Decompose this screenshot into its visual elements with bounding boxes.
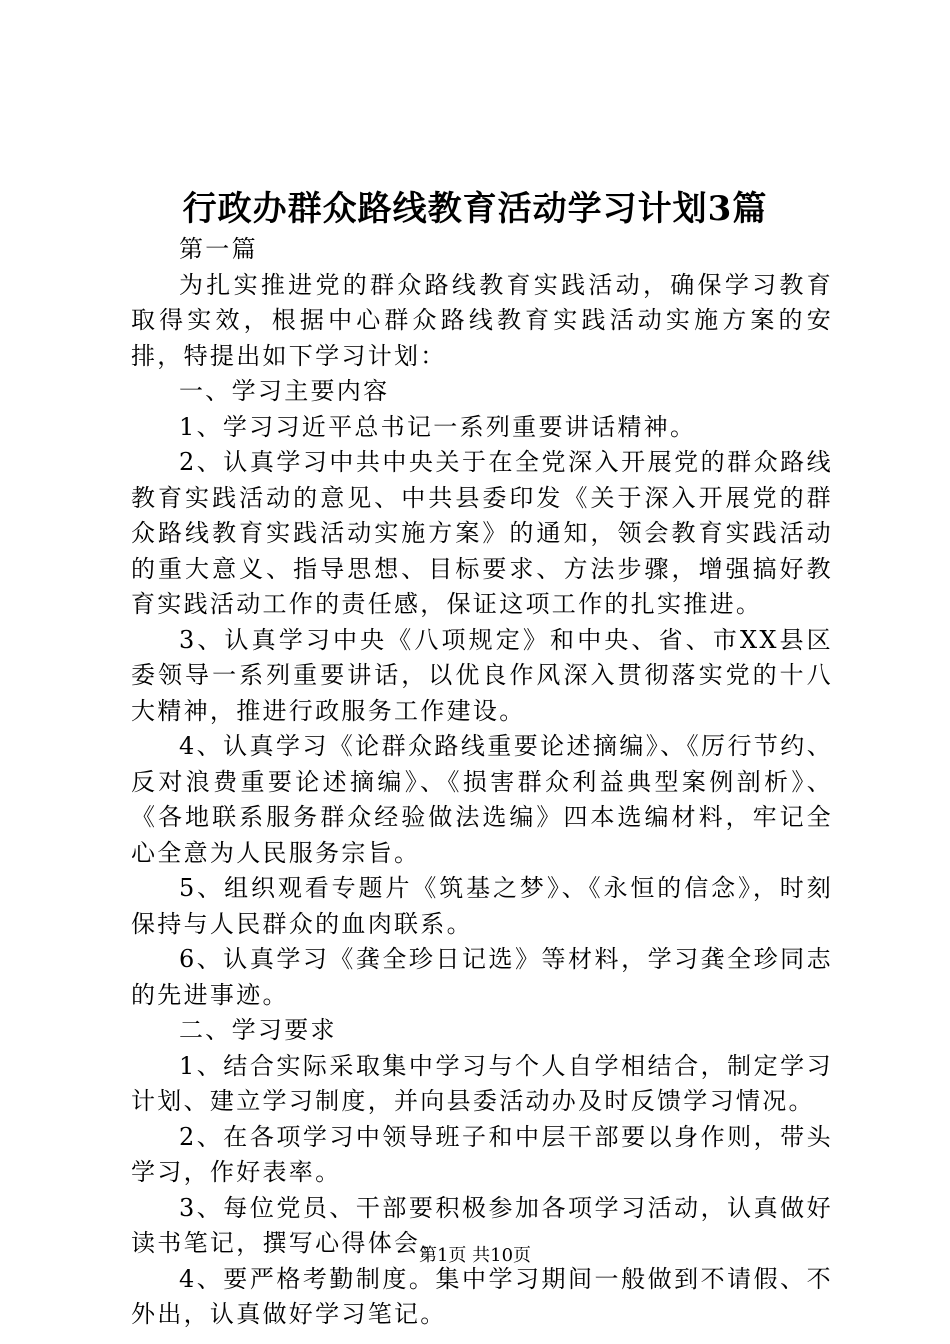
section-heading: 一、学习主要内容 <box>179 377 390 405</box>
paragraph: 6、认真学习《龚全珍日记选》等材料，学习龚全珍同志的先进事迹。 <box>131 945 833 1009</box>
paragraph: 2、认真学习中共中央关于在全党深入开展党的群众路线教育实践活动的意见、中共县委印发《关于深入开展党的群众路线教育实践活动实施方案》的通知，领会教育实践活动的重大意义、指导思想、目标要求、方法步骤，增强搞好教育实践活动工作的责任感，保证这项工作的扎实推进。 <box>131 448 833 618</box>
paragraph: 1、结合实际采取集中学习与个人自学相结合，制定学习计划、建立学习制度，并向县委活动办及时反馈学习情况。 <box>131 1051 833 1115</box>
paragraph: 3、认真学习中央《八项规定》和中央、省、市XX县区委领导一系列重要讲话，以优良作风深入贯彻落实党的十八大精神，推进行政服务工作建设。 <box>131 625 833 725</box>
document-body <box>131 232 833 1333</box>
section-heading: 二、学习要求 <box>179 1016 337 1044</box>
paragraph: 4、要严格考勤制度。集中学习期间一般做到不请假、不外出，认真做好学习笔记。 <box>131 1264 833 1328</box>
paragraph: 5、组织观看专题片《筑基之梦》、《永恒的信念》，时刻保持与人民群众的血肉联系。 <box>131 874 833 938</box>
paragraph: 4、认真学习《论群众路线重要论述摘编》、《厉行节约、反对浪费重要论述摘编》、《损害群众利益典型案例剖析》、《各地联系服务群众经验做法选编》四本选编材料，牢记全心全意为人民服务宗旨。 <box>131 732 833 867</box>
section-heading: 第一篇 <box>179 235 258 263</box>
document-title: 行政办群众路线教育活动学习计划3篇 <box>182 189 768 229</box>
paragraph: 2、在各项学习中领导班子和中层干部要以身作则，带头学习，作好表率。 <box>131 1122 833 1186</box>
paragraph: 1、学习习近平总书记一系列重要讲话精神。 <box>179 412 697 441</box>
paragraph: 为扎实推进党的群众路线教育实践活动，确保学习教育取得实效，根据中心群众路线教育实践活动实施方案的安排，特提出如下学习计划： <box>131 270 833 370</box>
page-footer: 第1页 共10页 <box>418 1245 532 1266</box>
paragraph: 3、每位党员、干部要积极参加各项学习活动，认真做好读书笔记，撰写心得体会。 <box>131 1193 833 1257</box>
